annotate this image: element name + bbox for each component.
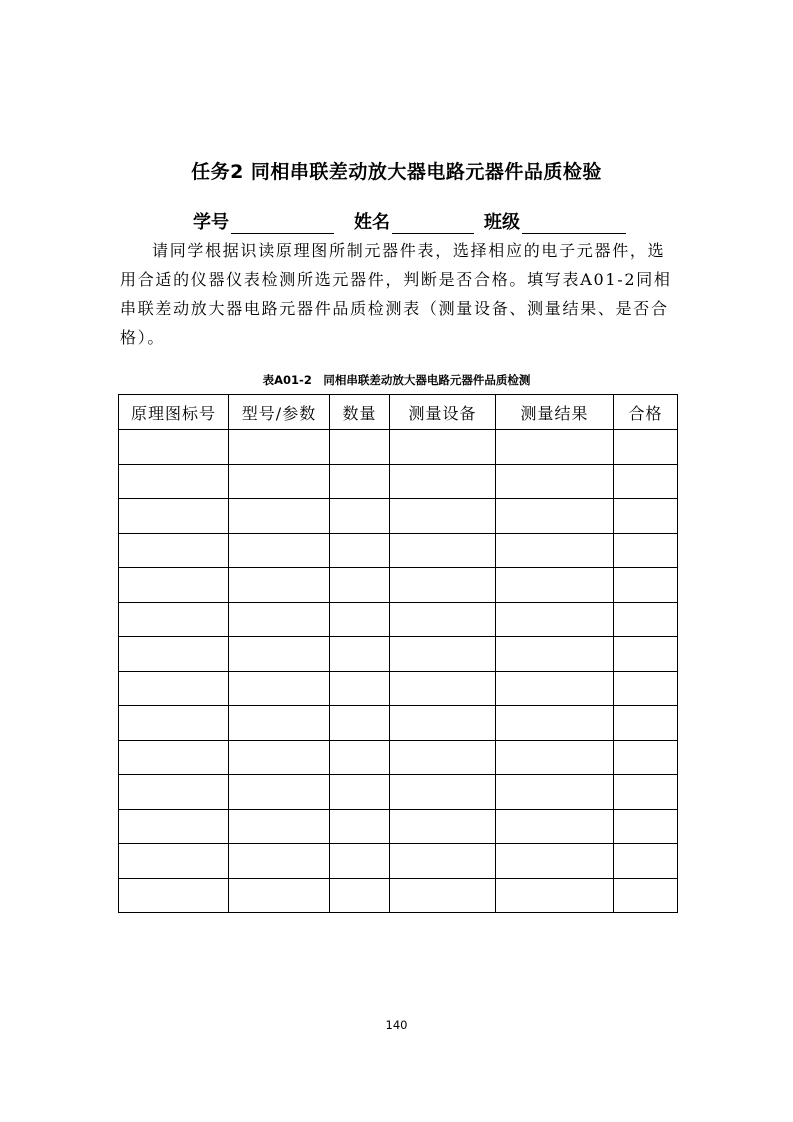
table-cell[interactable] [614, 602, 678, 637]
inspection-table [118, 394, 678, 913]
table-row [119, 878, 678, 913]
table-cell[interactable] [330, 844, 390, 879]
table-cell[interactable] [496, 671, 614, 706]
name-label: 姓名 [354, 212, 390, 233]
table-cell[interactable] [330, 602, 390, 637]
table-cell[interactable] [330, 878, 390, 913]
table-cell[interactable] [496, 775, 614, 810]
table-cell[interactable] [496, 878, 614, 913]
table-row [119, 499, 678, 534]
table-cell[interactable] [229, 775, 330, 810]
table-cell[interactable] [614, 568, 678, 603]
table-header-row [119, 395, 678, 430]
student-info-row [193, 208, 626, 234]
table-cell[interactable] [330, 740, 390, 775]
table-cell[interactable] [496, 844, 614, 879]
table-cell[interactable] [330, 706, 390, 741]
header-quantity: 数量 [330, 395, 390, 430]
table-cell[interactable] [229, 878, 330, 913]
table-cell[interactable] [496, 533, 614, 568]
table-cell[interactable] [614, 671, 678, 706]
table-cell[interactable] [229, 740, 330, 775]
table-cell[interactable] [229, 602, 330, 637]
table-cell[interactable] [390, 775, 496, 810]
table-cell[interactable] [496, 464, 614, 499]
header-schematic-ref: 原理图标号 [119, 395, 229, 430]
table-cell[interactable] [390, 430, 496, 465]
table-row [119, 533, 678, 568]
table-cell[interactable] [119, 464, 229, 499]
table-cell[interactable] [496, 430, 614, 465]
table-cell[interactable] [614, 809, 678, 844]
class-label: 班级 [484, 212, 520, 233]
table-cell[interactable] [390, 499, 496, 534]
header-measurement-result: 测量结果 [496, 395, 614, 430]
table-cell[interactable] [496, 706, 614, 741]
table-cell[interactable] [229, 844, 330, 879]
table-cell[interactable] [330, 533, 390, 568]
table-cell[interactable] [614, 533, 678, 568]
table-cell[interactable] [229, 671, 330, 706]
table-cell[interactable] [614, 740, 678, 775]
instructions-paragraph: 请同学根据识读原理图所制元器件表，选择相应的电子元器件，选用合适的仪器仪表检测所选元器件，判断是否合格。填写表A01-2同相串联差动放大器电路元器件品质检测表（测量设备、测量结果、是否合格）。 [120, 241, 672, 347]
table-cell[interactable] [496, 499, 614, 534]
table-cell[interactable] [229, 464, 330, 499]
table-cell[interactable] [390, 740, 496, 775]
table-cell[interactable] [614, 878, 678, 913]
table-row [119, 602, 678, 637]
table-cell[interactable] [229, 499, 330, 534]
table-cell[interactable] [119, 844, 229, 879]
table-cell[interactable] [496, 568, 614, 603]
table-cell[interactable] [229, 809, 330, 844]
table-cell[interactable] [119, 671, 229, 706]
table-cell[interactable] [614, 430, 678, 465]
table-row [119, 568, 678, 603]
student-id-field[interactable] [231, 213, 334, 234]
table-cell[interactable] [330, 499, 390, 534]
table-cell[interactable] [229, 533, 330, 568]
table-cell[interactable] [119, 637, 229, 672]
table-cell[interactable] [119, 602, 229, 637]
table-cell[interactable] [229, 706, 330, 741]
table-cell[interactable] [390, 602, 496, 637]
table-cell[interactable] [330, 775, 390, 810]
table-cell[interactable] [390, 637, 496, 672]
table-cell[interactable] [330, 671, 390, 706]
table-row [119, 844, 678, 879]
table-row [119, 671, 678, 706]
table-cell[interactable] [330, 568, 390, 603]
table-row [119, 637, 678, 672]
table-cell[interactable] [229, 568, 330, 603]
table-cell[interactable] [119, 740, 229, 775]
table-cell[interactable] [119, 533, 229, 568]
table-cell[interactable] [390, 568, 496, 603]
table-cell[interactable] [614, 844, 678, 879]
table-body [119, 430, 678, 913]
table-cell[interactable] [614, 464, 678, 499]
table-cell[interactable] [496, 602, 614, 637]
table-cell[interactable] [496, 637, 614, 672]
table-caption: 表A01-2 同相串联差动放大器电路元器件品质检测 [262, 373, 531, 387]
table-cell[interactable] [119, 568, 229, 603]
table-row [119, 775, 678, 810]
table-cell[interactable] [119, 706, 229, 741]
table-row [119, 430, 678, 465]
page-title: 任务2 同相串联差动放大器电路元器件品质检验 [191, 161, 602, 183]
table-cell[interactable] [119, 499, 229, 534]
table-cell[interactable] [390, 809, 496, 844]
header-qualified: 合格 [614, 395, 678, 430]
table-cell[interactable] [330, 464, 390, 499]
header-model-param: 型号/参数 [229, 395, 330, 430]
table-cell[interactable] [390, 464, 496, 499]
table-cell[interactable] [229, 430, 330, 465]
table-cell[interactable] [614, 637, 678, 672]
table-cell[interactable] [330, 637, 390, 672]
table-cell[interactable] [614, 706, 678, 741]
table-cell[interactable] [390, 533, 496, 568]
table-cell[interactable] [390, 671, 496, 706]
table-cell[interactable] [119, 430, 229, 465]
table-cell[interactable] [390, 844, 496, 879]
table-row [119, 706, 678, 741]
table-cell[interactable] [614, 775, 678, 810]
table-cell[interactable] [330, 430, 390, 465]
table-row [119, 464, 678, 499]
table-cell[interactable] [390, 878, 496, 913]
table-cell[interactable] [119, 809, 229, 844]
page-number: 140 [385, 1018, 408, 1032]
table-row [119, 740, 678, 775]
table-cell[interactable] [229, 637, 330, 672]
table-cell[interactable] [614, 499, 678, 534]
class-field[interactable] [522, 213, 626, 234]
table-cell[interactable] [496, 740, 614, 775]
table-cell[interactable] [330, 809, 390, 844]
table-cell[interactable] [390, 706, 496, 741]
table-cell[interactable] [119, 878, 229, 913]
table-row [119, 809, 678, 844]
name-field[interactable] [392, 213, 474, 234]
student-id-label: 学号 [193, 212, 229, 233]
table-cell[interactable] [119, 775, 229, 810]
table-cell[interactable] [496, 809, 614, 844]
header-measuring-device: 测量设备 [390, 395, 496, 430]
